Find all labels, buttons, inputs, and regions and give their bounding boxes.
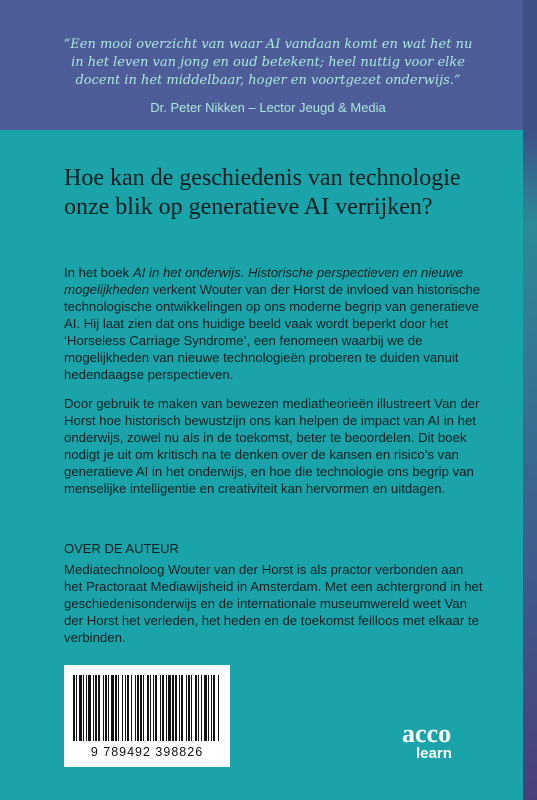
endorsement-quote: “Een mooi overzicht van waar AI vandaan komt en wat het nu in het leven van jong en oud betekent; heel nuttig voor elke docent in het middelbaar, hoger en voortgezet onderwijs.” — [63, 37, 473, 88]
barcode-bars — [73, 675, 221, 741]
about-author-heading: OVER DE AUTEUR — [64, 541, 179, 556]
publisher-logo — [402, 721, 492, 769]
isbn-barcode — [64, 665, 230, 767]
book-title-italic: AI in het onderwijs. Historische perspectieven en nieuwe mogelijkheden — [64, 265, 463, 297]
about-author-text: Mediatechnoloog Wouter van der Horst is als practor verbonden aan het Practoraat Mediawijsheid in Amsterdam. Met een achtergrond in het geschiedenisonderwijs en de internationale museumwereld weet Van der Horst het verleden, het heden en de toekomst feilloos met elkaar te verbinden. — [64, 562, 483, 645]
endorsement-author: Dr. Peter Nikken – Lector Jeugd & Media — [150, 100, 386, 115]
back-cover-headline: Hoe kan de geschiedenis van technologie onze blik op generatieve AI verrijken? — [64, 165, 461, 220]
spine-edge — [523, 0, 537, 800]
publisher-name: acco — [402, 719, 452, 748]
description-paragraph-1 — [64, 264, 484, 383]
description-intro: In het boek — [64, 265, 133, 280]
publisher-imprint: learn — [416, 745, 452, 762]
isbn-number: 9 789492 398826 — [90, 745, 204, 759]
description-rest: verkent Wouter van der Horst de invloed van historische technologische ontwikkelingen op ons moderne begrip van generatieve AI. Hij laat zien dat ons huidige beeld vaak wordt beperkt door het ‘Horseless Carriage Syndrome’, een fenomeen waarbij we de mogelijkheden van nieuwe technologieën proberen te duiden vanuit hedendaagse perspectieven. — [64, 282, 481, 382]
description-paragraph-2: Door gebruik te maken van bewezen mediatheorieën illustreert Van der Horst hoe historisch bewustzijn ons kan helpen de impact van AI in het onderwijs, zowel nu als in de toekomst, beter te beoordelen. Dit boek nodigt je uit om kritisch na te denken over de kansen en risico’s van generatieve AI in het onderwijs, en hoe die technologie ons begrip van menselijke intelligentie en creativiteit kan hervormen en uitdagen. — [64, 396, 480, 496]
